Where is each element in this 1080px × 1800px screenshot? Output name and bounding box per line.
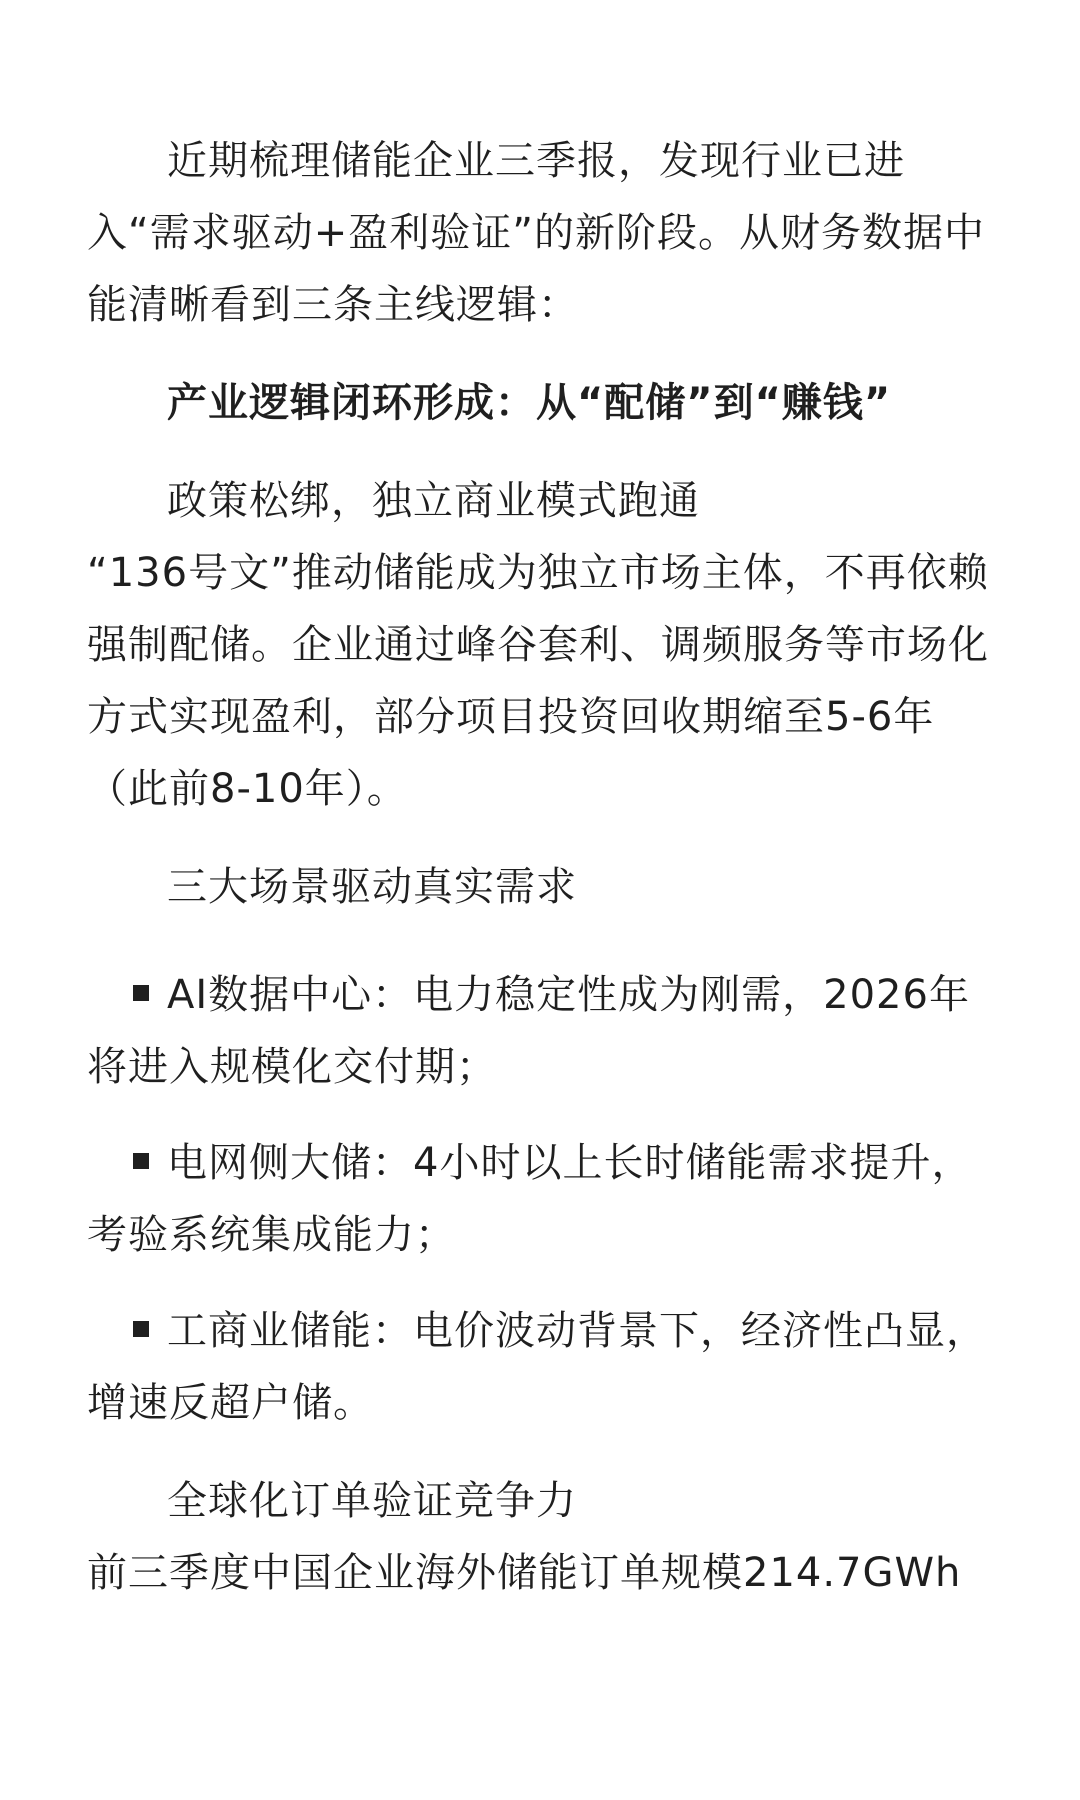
section-heading: 产业逻辑闭环形成：从“配储”到“赚钱” bbox=[167, 380, 892, 426]
bullet-item-ai-datacenter bbox=[87, 959, 997, 1103]
intro-paragraph: 近期梳理储能企业三季报，发现行业已进入“需求驱动+盈利验证”的新阶段。从财务数据中能清晰看到三条主线逻辑： bbox=[87, 138, 985, 328]
subheading-global-orders: 全球化订单验证竞争力 bbox=[167, 1478, 577, 1524]
policy-paragraph: “136号文”推动储能成为独立市场主体，不再依赖强制配储。企业通过峰谷套利、调频服务等市场化方式实现盈利，部分项目投资回收期缩至5-6年（此前8-10年）。 bbox=[87, 550, 989, 812]
bullet-text: 工商业储能：电价波动背景下，经济性凸显，增速反超户储。 bbox=[87, 1308, 987, 1426]
article-body bbox=[87, 125, 997, 1609]
subheading-scenarios: 三大场景驱动真实需求 bbox=[167, 864, 577, 910]
square-bullet-icon bbox=[133, 1321, 149, 1337]
bullet-text: 电网侧大储：4小时以上长时储能需求提升，考验系统集成能力； bbox=[87, 1140, 973, 1258]
global-orders-paragraph: 前三季度中国企业海外储能订单规模214.7GWh bbox=[87, 1550, 962, 1596]
bullet-text: AI数据中心：电力稳定性成为刚需，2026年将进入规模化交付期； bbox=[87, 972, 970, 1090]
square-bullet-icon bbox=[133, 985, 149, 1001]
square-bullet-icon bbox=[133, 1153, 149, 1169]
subheading-policy: 政策松绑，独立商业模式跑通 bbox=[167, 478, 700, 524]
bullet-item-commercial-storage bbox=[87, 1295, 997, 1439]
bullet-item-grid-storage bbox=[87, 1127, 997, 1271]
